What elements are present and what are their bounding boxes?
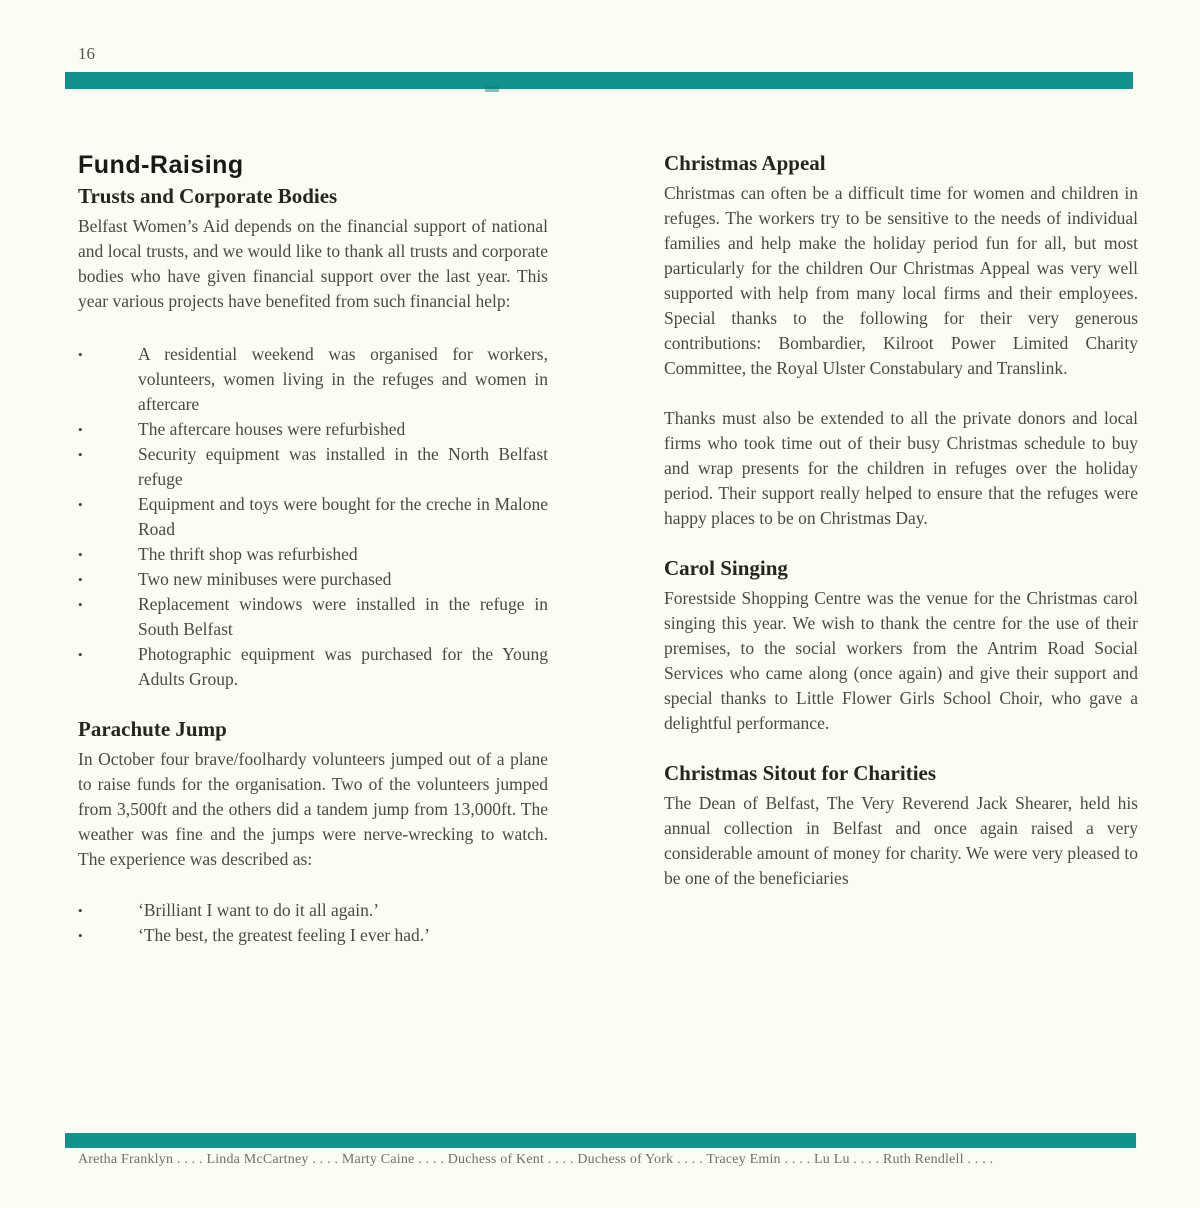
paragraph: Christmas can often be a difficult time for women and children in refuges. The workers try to be sensitive to the needs of individual families and help make the holiday period fun for all, but most particularly for the children Our Christmas Appeal was very well supported with help from many local firms and their employees. Special thanks to the following for their very generous contributions: Bombardier, Kilroot Power Limited Charity Committee, the Royal Ulster Constabulary and Translink. bbox=[664, 183, 1138, 378]
bullet-glyph: • bbox=[78, 572, 83, 587]
paragraph: Thanks must also be extended to all the private donors and local firms who took time out of their busy Christmas schedule to buy and wrap presents for the children in refuges over the holiday period. Their support really helped to ensure that the refuges were happy places to be on Christmas Day. bbox=[664, 408, 1138, 528]
carol-singing-title: Carol Singing bbox=[664, 556, 788, 580]
top-rule bbox=[65, 72, 1133, 89]
bullet-text: A residential weekend was organised for workers, volunteers, women living in the refuges and women in aftercare bbox=[138, 344, 548, 414]
trusts-subtitle: Trusts and Corporate Bodies bbox=[78, 184, 338, 208]
left-column bbox=[78, 150, 548, 948]
bullet-glyph: • bbox=[78, 347, 83, 362]
bullet-glyph: • bbox=[78, 903, 83, 918]
parachute-paragraph: In October four brave/foolhardy volunteers jumped out of a plane to raise funds for the organisation. Two of the volunteers jumped from 3,500ft and the others did a tandem jump from 13,000ft. The weather was fine and the jumps were nerve-wrecking to watch. The experience was described as: bbox=[78, 749, 548, 869]
bullet-text: Equipment and toys were bought for the creche in Malone Road bbox=[138, 494, 548, 539]
bullet-item bbox=[78, 567, 548, 592]
right-column bbox=[664, 150, 1138, 891]
section-christmas-sitout bbox=[664, 760, 1138, 891]
bullet-item bbox=[78, 417, 548, 442]
carol-singing-paragraphs bbox=[664, 586, 1138, 736]
bullet-item bbox=[78, 492, 548, 542]
quotes-bullet-list bbox=[78, 898, 548, 948]
parachute-jump-title: Parachute Jump bbox=[78, 717, 227, 741]
paragraph: The Dean of Belfast, The Very Reverend Jack Shearer, held his annual collection in Belfast and once again raised a very considerable amount of money for charity. We were very pleased to be one of the beneficiaries bbox=[664, 793, 1138, 888]
bullet-item bbox=[78, 442, 548, 492]
bullet-glyph: • bbox=[78, 497, 83, 512]
christmas-sitout-title: Christmas Sitout for Charities bbox=[664, 761, 937, 785]
bullet-glyph: • bbox=[78, 422, 83, 437]
quote-text: ‘Brilliant I want to do it all again.’ bbox=[138, 900, 380, 920]
christmas-appeal-title: Christmas Appeal bbox=[664, 151, 826, 175]
bullet-glyph: • bbox=[78, 597, 83, 612]
section-christmas-appeal bbox=[664, 150, 1138, 531]
section-carol-singing bbox=[664, 555, 1138, 736]
section-fund-raising bbox=[78, 150, 548, 692]
bullet-item bbox=[78, 642, 548, 692]
quote-item bbox=[78, 898, 548, 923]
bullet-glyph: • bbox=[78, 547, 83, 562]
bullet-text: Replacement windows were installed in the refuge in South Belfast bbox=[138, 594, 548, 639]
quote-text: ‘The best, the greatest feeling I ever had.’ bbox=[138, 925, 431, 945]
quote-item bbox=[78, 923, 548, 948]
bullet-text: Photographic equipment was purchased for the Young Adults Group. bbox=[138, 644, 548, 689]
section-parachute-jump bbox=[78, 716, 548, 948]
bullet-glyph: • bbox=[78, 928, 83, 943]
bullet-text: The thrift shop was refurbished bbox=[138, 544, 358, 564]
page-number: 16 bbox=[78, 44, 95, 63]
projects-bullet-list bbox=[78, 342, 548, 692]
bottom-rule bbox=[65, 1133, 1136, 1148]
christmas-sitout-paragraphs bbox=[664, 791, 1138, 891]
paragraph: Forestside Shopping Centre was the venue for the Christmas carol singing this year. We wish to thank the centre for the use of their premises, to the social workers from the Antrim Road Social Services who came along (once again) and give their support and special thanks to Little Flower Girls School Choir, who gave a delightful performance. bbox=[664, 588, 1138, 733]
bullet-text: Two new minibuses were purchased bbox=[138, 569, 392, 589]
bullet-item bbox=[78, 592, 548, 642]
bullet-glyph: • bbox=[78, 447, 83, 462]
trusts-paragraph: Belfast Women’s Aid depends on the financial support of national and local trusts, and we would like to thank all trusts and corporate bodies who have given financial support over the last year. This year various projects have benefited from such financial help: bbox=[78, 216, 548, 311]
bullet-text: Security equipment was installed in the North Belfast refuge bbox=[138, 444, 548, 489]
bullet-glyph: • bbox=[78, 647, 83, 662]
fund-raising-title: Fund-Raising bbox=[78, 151, 244, 179]
bullet-item bbox=[78, 342, 548, 417]
page-content bbox=[78, 150, 1138, 948]
christmas-appeal-paragraphs bbox=[664, 181, 1138, 531]
bullet-item bbox=[78, 542, 548, 567]
footer-names: Aretha Franklyn . . . . Linda McCartney . . . . Marty Caine . . . . Duchess of Kent . . . . Duchess of York . . . . Tracey Emin . . . . Lu Lu . . . . Ruth Rendlell . . . . bbox=[78, 1152, 994, 1167]
bullet-text: The aftercare houses were refurbished bbox=[138, 419, 406, 439]
